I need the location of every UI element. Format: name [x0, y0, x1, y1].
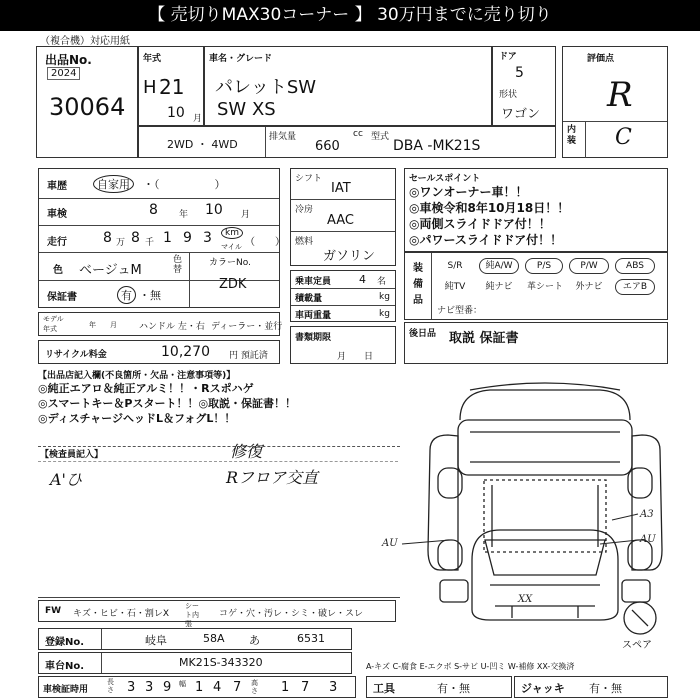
shape-label: 形状: [499, 90, 518, 100]
capacity-value: 4: [359, 273, 366, 286]
vin-value: MK21S-343320: [179, 656, 263, 669]
load-unit: kg: [379, 292, 390, 302]
diagram-mark: AU: [382, 538, 398, 549]
model-row-month-unit: 年 月: [89, 321, 117, 329]
equip-nav: 純ナビ: [485, 282, 513, 292]
drive-options: 2WD ・ 4WD: [167, 138, 238, 151]
equipment-box: [404, 252, 668, 320]
equip-power-windows: P/W: [569, 258, 609, 274]
mileage-digit: 1: [163, 230, 172, 246]
model-year-era: H: [143, 77, 157, 98]
score-box: [562, 46, 668, 158]
equip-alloy-wheels: 純A/W: [479, 258, 519, 274]
car-damage-diagram: [382, 380, 690, 642]
mileage-man: 8: [103, 230, 112, 246]
car-name-box: [204, 46, 492, 126]
seat-items: コゲ・穴・汚レ・シミ・破レ・スレ: [219, 609, 364, 619]
shift-value: IAT: [331, 181, 351, 196]
inspector-note: Rフロア交直: [226, 468, 319, 487]
equip-leather: 革シート: [526, 282, 563, 292]
displacement-value: 660: [315, 139, 340, 154]
jack-box: [514, 676, 668, 698]
inspector-area: [38, 442, 400, 598]
banner-text: 【 売切りMAX30コーナー 】 30万円までに売り切り: [148, 5, 552, 25]
inspector-note: A'ひ: [50, 470, 82, 489]
doc-deadline-box: [290, 326, 396, 364]
mileage-unit2: マイル: [221, 243, 242, 251]
equipment-label: 装備品: [413, 263, 423, 306]
doors-value: 5: [515, 65, 524, 81]
plate-number: 6531: [297, 632, 325, 645]
doc-deadline-unit: 月 日: [337, 352, 374, 362]
exhibitor-note-line: ◎純正エアロ＆純正アルミ！！・Rスポハゲ: [38, 382, 254, 395]
tools-label: 工具: [373, 682, 395, 695]
lot-number: 30064: [49, 93, 126, 121]
cert-sub: 長さ: [107, 678, 114, 694]
spare-label: スペア: [622, 640, 652, 651]
shift-box: [290, 168, 396, 266]
model-handle-row: [38, 312, 283, 336]
recycle-row: [38, 340, 280, 364]
history-value: 自家用: [93, 175, 134, 193]
fuel-label: 燃料: [295, 237, 314, 247]
model-row-handle: ハンドル 左・右: [139, 322, 205, 332]
damage-legend: A-キズ C-腐食 E-エクボ S-サビ U-凹ミ W-補修 XX-交換済: [366, 662, 575, 671]
car-name-label: 車名・グレード: [209, 54, 273, 64]
displacement-unit: cc: [353, 129, 363, 139]
score-label: 評価点: [587, 54, 615, 64]
after-docs-value: 取説 保証書: [449, 331, 519, 346]
load-label: 積載量: [295, 294, 323, 304]
diagram-mark: AU: [640, 534, 656, 545]
model-year-month: 10: [167, 105, 185, 121]
fuel-value: ガソリン: [323, 249, 376, 264]
cert-digit: 3: [329, 680, 338, 695]
plate-label: 登録No.: [45, 637, 85, 648]
history-rest: ・（ ）: [143, 178, 226, 191]
recycle-value: 10,270: [161, 344, 210, 360]
model-year-label: 年式: [143, 54, 162, 64]
plate-kana: あ: [249, 634, 260, 647]
cooling-label: 冷房: [295, 205, 314, 215]
recycle-unit: 円 預託済: [229, 351, 268, 361]
model-year-box: [138, 46, 204, 126]
after-docs-box: [404, 322, 668, 364]
vin-row: [38, 652, 352, 674]
mileage-unit: km: [221, 227, 243, 239]
cert-digit: 3: [145, 680, 154, 695]
score-value: R: [607, 75, 633, 115]
color-change-label: 色替: [173, 255, 183, 275]
shift-label: シフト: [295, 174, 323, 184]
weight-unit: kg: [379, 309, 390, 319]
mileage-digit: 千: [145, 238, 155, 248]
car-name: パレットSW: [215, 77, 317, 98]
model-year-year: 21: [159, 75, 185, 99]
inspector-note: 修復: [230, 442, 263, 461]
model-row-dealer: ディーラー・並行: [211, 322, 283, 332]
cert-digit: 4: [213, 680, 222, 695]
inspection-label: 車検: [47, 209, 67, 220]
exhibitor-note-line: ◎ディスチャージヘッドL＆フォグL！！: [38, 412, 236, 425]
jack-value: 有・無: [589, 682, 622, 695]
recycle-label: リサイクル料金: [45, 350, 107, 360]
warranty-no: ・無: [139, 289, 161, 302]
color-code-label: カラーNo.: [209, 258, 251, 268]
tools-value: 有・無: [437, 682, 470, 695]
equip-sr: S/R: [447, 261, 463, 271]
fw-items: キズ・ヒビ・石・割レX: [73, 609, 169, 619]
history-label: 車歴: [47, 181, 67, 192]
cert-label: 車検証時用: [43, 685, 89, 695]
mileage-man-unit: 万: [116, 238, 126, 248]
equip-abs: ABS: [615, 258, 655, 274]
sales-point-item: ◎ワンオーナー車！！: [409, 185, 528, 199]
equip-tv: 純TV: [444, 282, 466, 292]
car-grade: SW XS: [217, 99, 276, 120]
equip-airbag: エアB: [615, 279, 655, 295]
spec-row: [138, 126, 556, 158]
model-code-value: DBA -MK21S: [393, 138, 481, 154]
vin-label: 車台No.: [45, 661, 85, 672]
capacity-label: 乗車定員: [295, 277, 332, 287]
capacity-unit: 名: [377, 277, 387, 287]
inspection-year-unit: 年: [179, 210, 189, 220]
inspection-month: 10: [205, 202, 223, 218]
cert-digit: 1: [195, 680, 204, 695]
inspector-title: 【検査員記入】: [40, 450, 104, 460]
doors-label: ドア: [499, 52, 517, 62]
interior-label: 内装: [567, 125, 577, 146]
color-label: 色: [53, 265, 63, 276]
exhibitor-note-line: ◎スマートキー＆Pスタート！！◎取説・保証書！！: [38, 397, 297, 410]
mileage-digit: 8: [131, 230, 140, 246]
cert-row: [38, 676, 356, 698]
mileage-label: 走行: [47, 237, 67, 248]
sales-points-box: [404, 168, 668, 252]
plate-class: 58A: [203, 632, 225, 645]
cert-digit: 7: [301, 680, 310, 695]
model-row-label1: モデル: [43, 315, 64, 323]
model-row-label2: 年式: [43, 325, 57, 333]
sales-point-item: ◎車検令和8年10月18日！！: [409, 201, 570, 215]
plate-place: 岐阜: [145, 634, 167, 647]
tools-box: [366, 676, 512, 698]
displacement-label: 排気量: [269, 132, 297, 142]
lot-label: 出品No.: [45, 53, 92, 67]
doc-deadline-label: 書類期限: [295, 333, 332, 343]
inspection-year: 8: [149, 202, 158, 218]
fw-label: FW: [45, 606, 62, 616]
top-banner: [0, 0, 700, 31]
warranty-yes: 有: [117, 286, 136, 304]
info-block: [38, 168, 285, 308]
after-docs-label: 後日品: [409, 329, 437, 339]
jack-label: ジャッキ: [521, 682, 565, 695]
color-code: ZDK: [219, 277, 247, 292]
equip-ext-nav: 外ナビ: [575, 282, 603, 292]
exhibitor-notes-title: 【出品店記入欄(不良箇所・欠品・注意事項等)】: [38, 371, 236, 381]
cert-height-label: 高さ: [251, 679, 258, 695]
model-code-label: 型式: [371, 132, 390, 142]
seat-label: シート内張: [185, 602, 199, 628]
header-note: （複合機）対応用紙: [40, 36, 130, 47]
defects-row: [38, 600, 396, 628]
diagram-mark: A3: [640, 509, 654, 520]
cert-width-label: 幅: [179, 680, 186, 688]
lot-year: 2024: [47, 67, 80, 80]
cert-digit: 7: [233, 680, 242, 695]
diagram-mark: XX: [518, 594, 533, 605]
doors-box: [492, 46, 556, 126]
sales-point-item: ◎両側スライドドア付！！: [409, 217, 551, 231]
interior-value: C: [615, 125, 632, 150]
lot-box: [36, 46, 138, 158]
cooling-value: AAC: [327, 213, 354, 228]
mileage-digit: 9: [183, 230, 192, 246]
model-year-month-unit: 月: [193, 114, 203, 124]
cert-digit: 1: [281, 680, 290, 695]
nav-model-label: ナビ型番：: [437, 306, 483, 316]
registration-row: [38, 628, 352, 650]
shape-value: ワゴン: [501, 107, 541, 122]
mileage-paren: （ ）: [245, 237, 285, 248]
cert-digit: 3: [127, 680, 136, 695]
equip-power-steering: P/S: [525, 258, 563, 274]
warranty-label: 保証書: [47, 292, 77, 303]
sales-points-label: セールスポイント: [409, 174, 481, 184]
color-value: ベージュM: [79, 263, 142, 278]
inspection-month-unit: 月: [241, 210, 251, 220]
sales-point-item: ◎パワースライドドア付！！: [409, 233, 563, 247]
cert-digit: 9: [163, 680, 172, 695]
weight-label: 車両重量: [295, 311, 332, 321]
capacity-box: [290, 270, 396, 322]
mileage-digit: 3: [203, 230, 212, 246]
